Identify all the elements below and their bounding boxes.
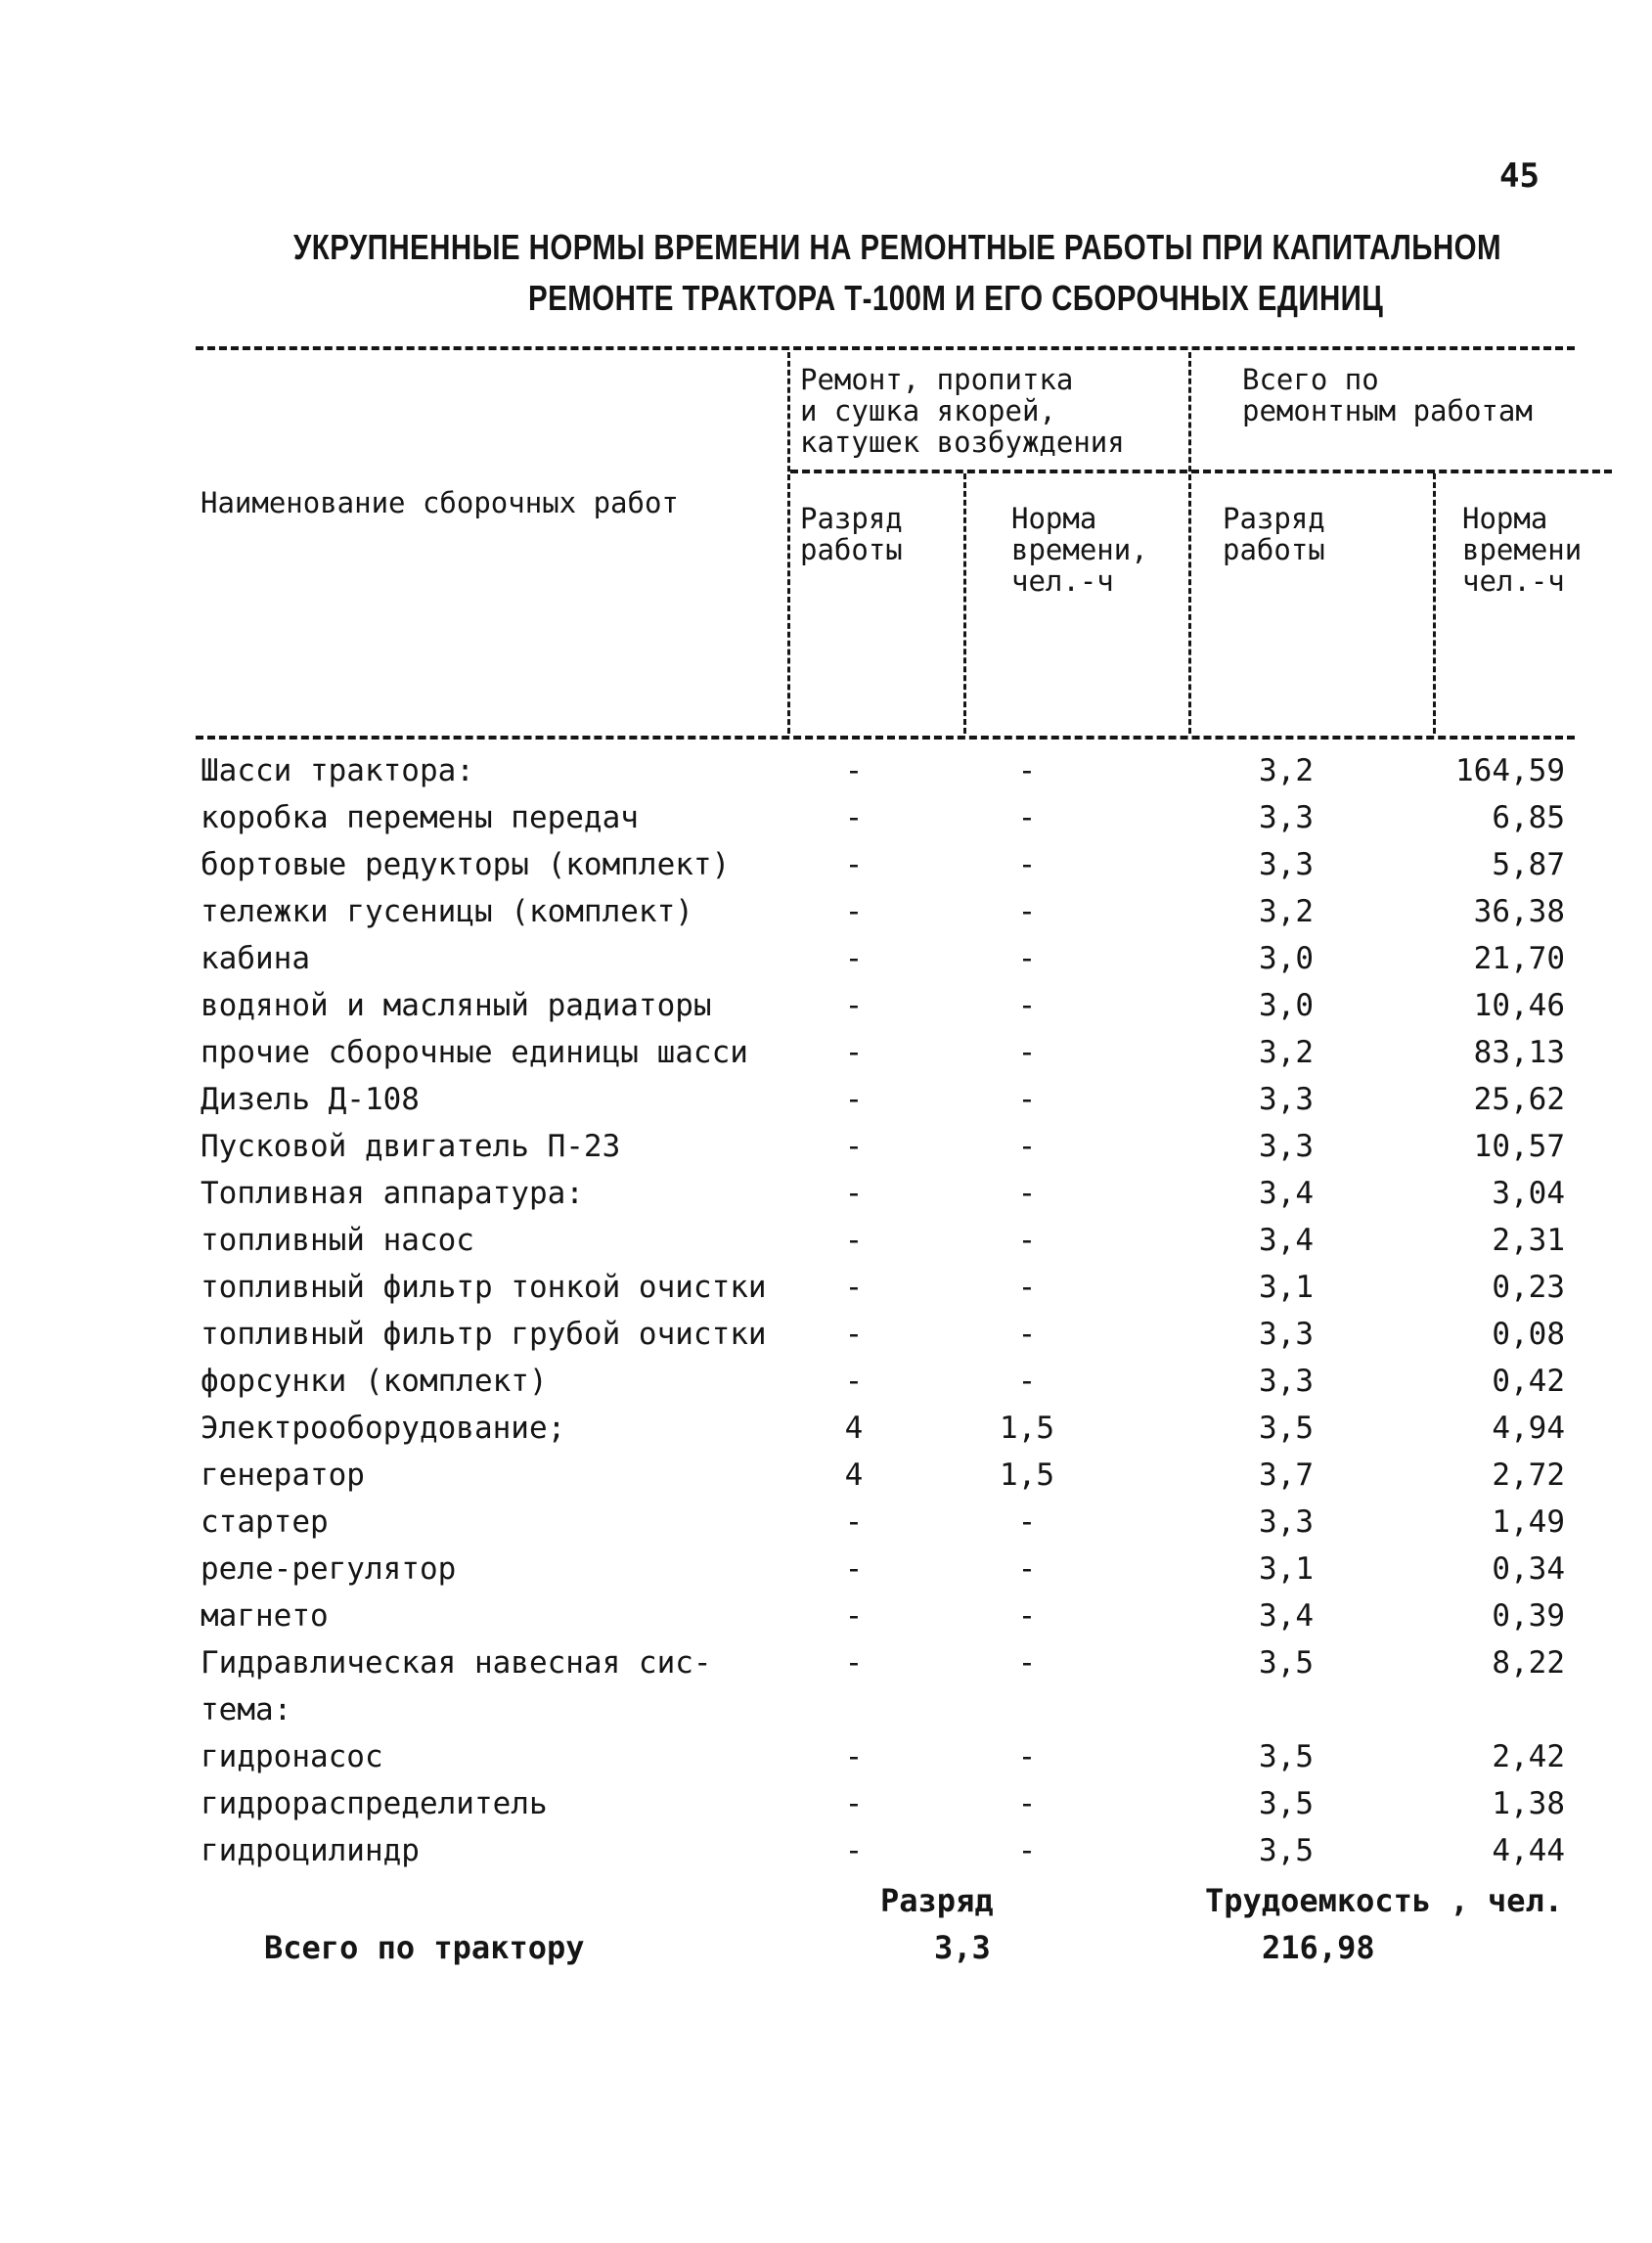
row-g2-norm: 10,46: [1473, 988, 1565, 1023]
row-g2-norm: 10,57: [1473, 1129, 1565, 1164]
row-g1-norm: -: [1017, 1739, 1037, 1774]
row-g1-norm: -: [1017, 1129, 1037, 1164]
row-g1-norm: 1,5: [1000, 1411, 1054, 1446]
row-g1-norm: -: [1017, 1082, 1037, 1117]
row-g1-rank: -: [844, 1645, 864, 1681]
row-g2-rank: 3,2: [1259, 1035, 1314, 1070]
row-g2-rank: 3,3: [1259, 1129, 1314, 1164]
footer-rank-label: Разряд: [880, 1882, 994, 1919]
row-g1-norm: [988, 1686, 1066, 1733]
row-g1-rank: [820, 1686, 888, 1733]
row-g2-norm: 164,59: [1455, 753, 1565, 788]
row-g1-norm: -: [1017, 1504, 1037, 1540]
row-g1-rank: -: [844, 1786, 864, 1821]
header-name-col: Наименование сборочных работ: [201, 486, 679, 519]
row-g1-rank: 4: [844, 1411, 864, 1446]
row-g2-rank: 3,5: [1259, 1645, 1314, 1681]
row-g1-norm: -: [1017, 1786, 1037, 1821]
row-g2-rank: 3,3: [1259, 1082, 1314, 1117]
header-g2-rank-line1: Разряд: [1223, 502, 1325, 535]
row-g1-norm: -: [1017, 800, 1037, 835]
row-g2-norm: 8,22: [1492, 1645, 1565, 1681]
row-g2-rank: 3,1: [1259, 1551, 1314, 1587]
row-g1-rank: -: [844, 1833, 864, 1868]
row-g2-norm: 6,85: [1492, 800, 1565, 835]
row-name: гидронасос: [201, 1739, 383, 1774]
table-top-rule: [196, 346, 1575, 350]
header-g1-rank-line1: Разряд: [800, 502, 903, 535]
row-g1-rank: -: [844, 1317, 864, 1352]
row-g1-norm: -: [1017, 941, 1037, 976]
footer-total-label: Всего по трактору: [264, 1929, 585, 1966]
row-g2-norm: 0,34: [1492, 1551, 1565, 1587]
footer-total-rank: 3,3: [934, 1929, 991, 1966]
row-g1-rank: -: [844, 753, 864, 788]
row-g2-norm: 4,94: [1492, 1411, 1565, 1446]
row-g1-norm: -: [1017, 1270, 1037, 1305]
col-divider-4: [1433, 473, 1436, 734]
row-g2-norm: 0,23: [1492, 1270, 1565, 1305]
header-group2-line1: Всего по: [1242, 363, 1379, 396]
row-g2-norm: 25,62: [1473, 1082, 1565, 1117]
row-g2-rank: 3,5: [1259, 1739, 1314, 1774]
row-g2-norm: 1,38: [1492, 1786, 1565, 1821]
row-name: тележки гусеницы (комплект): [201, 894, 693, 929]
row-g2-norm: 0,42: [1492, 1364, 1565, 1399]
row-g2-rank: 3,5: [1259, 1786, 1314, 1821]
row-g1-norm: -: [1017, 753, 1037, 788]
row-g2-norm: 2,72: [1492, 1458, 1565, 1493]
row-name: тема:: [201, 1692, 292, 1727]
title-line-2: РЕМОНТЕ ТРАКТОРА Т-100М И ЕГО СБОРОЧНЫХ ЕДИНИЦ: [528, 278, 1384, 318]
row-g2-norm: 36,38: [1473, 894, 1565, 929]
row-g2-norm: 3,04: [1492, 1176, 1565, 1211]
footer-labor-label: Трудоемкость , чел.: [1205, 1882, 1564, 1919]
header-g1-norm-line3: чел.-ч: [1011, 564, 1114, 598]
row-g1-rank: -: [844, 1176, 864, 1211]
row-g1-norm: -: [1017, 1833, 1037, 1868]
row-g2-norm: 4,44: [1492, 1833, 1565, 1868]
col-divider-2: [963, 473, 966, 734]
row-name: Топливная аппаратура:: [201, 1176, 584, 1211]
header-group2-line2: ремонтным работам: [1242, 394, 1533, 427]
row-name: Электрооборудование;: [201, 1411, 566, 1446]
row-g1-rank: -: [844, 1364, 864, 1399]
row-g1-norm: -: [1017, 1551, 1037, 1587]
row-g1-rank: -: [844, 1129, 864, 1164]
row-name: коробка перемены передач: [201, 800, 639, 835]
row-name: стартер: [201, 1504, 329, 1540]
subheader-rule: [790, 470, 1612, 473]
row-name: водяной и масляный радиаторы: [201, 988, 712, 1023]
row-name: прочие сборочные единицы шасси: [201, 1035, 748, 1070]
header-group1-line3: катушек возбуждения: [800, 426, 1125, 459]
row-g2-rank: [1242, 1686, 1330, 1733]
header-group1-line1: Ремонт, пропитка: [800, 363, 1074, 396]
row-g2-norm: 21,70: [1473, 941, 1565, 976]
row-g1-norm: -: [1017, 1176, 1037, 1211]
row-name: гидрораспределитель: [201, 1786, 548, 1821]
row-g1-rank: -: [844, 1270, 864, 1305]
footer-total-labor: 216,98: [1262, 1929, 1375, 1966]
row-g1-rank: -: [844, 1504, 864, 1540]
row-g2-norm: 0,39: [1492, 1598, 1565, 1634]
page-number: 45: [1499, 157, 1540, 196]
row-g2-rank: 3,4: [1259, 1598, 1314, 1634]
row-g2-rank: 3,7: [1259, 1458, 1314, 1493]
row-g2-rank: 3,3: [1259, 847, 1314, 882]
row-g2-rank: 3,5: [1259, 1411, 1314, 1446]
row-name: реле-регулятор: [201, 1551, 457, 1587]
row-name: кабина: [201, 941, 310, 976]
header-g1-rank-line2: работы: [800, 533, 903, 566]
row-name: топливный фильтр тонкой очистки: [201, 1270, 767, 1305]
header-group1-line2: и сушка якорей,: [800, 394, 1056, 427]
row-g1-norm: -: [1017, 894, 1037, 929]
row-g2-rank: 3,1: [1259, 1270, 1314, 1305]
header-bottom-rule: [196, 736, 1575, 740]
header-g1-norm-line1: Норма: [1011, 502, 1097, 535]
row-name: генератор: [201, 1458, 365, 1493]
row-g1-rank: -: [844, 847, 864, 882]
row-name: Дизель Д-108: [201, 1082, 420, 1117]
row-g2-rank: 3,0: [1259, 988, 1314, 1023]
row-g2-norm: [1408, 1686, 1565, 1733]
header-g2-norm-line2: времени: [1462, 533, 1583, 566]
row-g1-rank: -: [844, 1035, 864, 1070]
row-g2-norm: 2,42: [1492, 1739, 1565, 1774]
row-g2-rank: 3,4: [1259, 1223, 1314, 1258]
row-g1-rank: -: [844, 800, 864, 835]
row-g1-rank: 4: [844, 1458, 864, 1493]
row-g2-norm: 1,49: [1492, 1504, 1565, 1540]
header-g1-norm-line2: времени,: [1011, 533, 1148, 566]
row-g2-norm: 0,08: [1492, 1317, 1565, 1352]
row-g1-norm: -: [1017, 1645, 1037, 1681]
row-g1-rank: -: [844, 1223, 864, 1258]
row-g2-rank: 3,2: [1259, 753, 1314, 788]
row-g2-rank: 3,3: [1259, 1504, 1314, 1540]
row-name: Гидравлическая навесная сис-: [201, 1645, 712, 1681]
row-name: топливный насос: [201, 1223, 474, 1258]
row-name: бортовые редукторы (комплект): [201, 847, 731, 882]
row-name: форсунки (комплект): [201, 1364, 548, 1399]
col-divider-1: [787, 352, 790, 734]
row-g2-rank: 3,0: [1259, 941, 1314, 976]
title-line-1: УКРУПНЕННЫЕ НОРМЫ ВРЕМЕНИ НА РЕМОНТНЫЕ РАБОТЫ ПРИ КАПИТАЛЬНОМ: [293, 227, 1502, 267]
row-name: магнето: [201, 1598, 329, 1634]
row-g1-rank: -: [844, 1739, 864, 1774]
row-g1-norm: -: [1017, 1317, 1037, 1352]
row-g1-rank: -: [844, 941, 864, 976]
row-g1-norm: -: [1017, 1035, 1037, 1070]
row-g1-norm: -: [1017, 1598, 1037, 1634]
header-g2-rank-line2: работы: [1223, 533, 1325, 566]
row-g2-norm: 2,31: [1492, 1223, 1565, 1258]
row-g1-rank: -: [844, 894, 864, 929]
row-g2-rank: 3,4: [1259, 1176, 1314, 1211]
col-divider-3: [1188, 352, 1191, 734]
row-name: топливный фильтр грубой очистки: [201, 1317, 767, 1352]
header-g2-norm-line3: чел.-ч: [1462, 564, 1565, 598]
row-name: Пусковой двигатель П-23: [201, 1129, 621, 1164]
row-g1-norm: 1,5: [1000, 1458, 1054, 1493]
row-g2-norm: 83,13: [1473, 1035, 1565, 1070]
row-g1-norm: -: [1017, 847, 1037, 882]
row-g2-rank: 3,3: [1259, 1317, 1314, 1352]
row-g2-rank: 3,2: [1259, 894, 1314, 929]
row-g2-rank: 3,3: [1259, 800, 1314, 835]
row-g1-rank: -: [844, 1598, 864, 1634]
row-g1-norm: -: [1017, 1223, 1037, 1258]
row-g1-rank: -: [844, 1551, 864, 1587]
row-g2-norm: 5,87: [1492, 847, 1565, 882]
row-g1-rank: -: [844, 1082, 864, 1117]
row-g2-rank: 3,5: [1259, 1833, 1314, 1868]
row-name: Шасси трактора:: [201, 753, 474, 788]
row-g2-rank: 3,3: [1259, 1364, 1314, 1399]
header-g2-norm-line1: Норма: [1462, 502, 1548, 535]
row-g1-norm: -: [1017, 1364, 1037, 1399]
row-g1-rank: -: [844, 988, 864, 1023]
row-g1-norm: -: [1017, 988, 1037, 1023]
row-name: гидроцилиндр: [201, 1833, 420, 1868]
